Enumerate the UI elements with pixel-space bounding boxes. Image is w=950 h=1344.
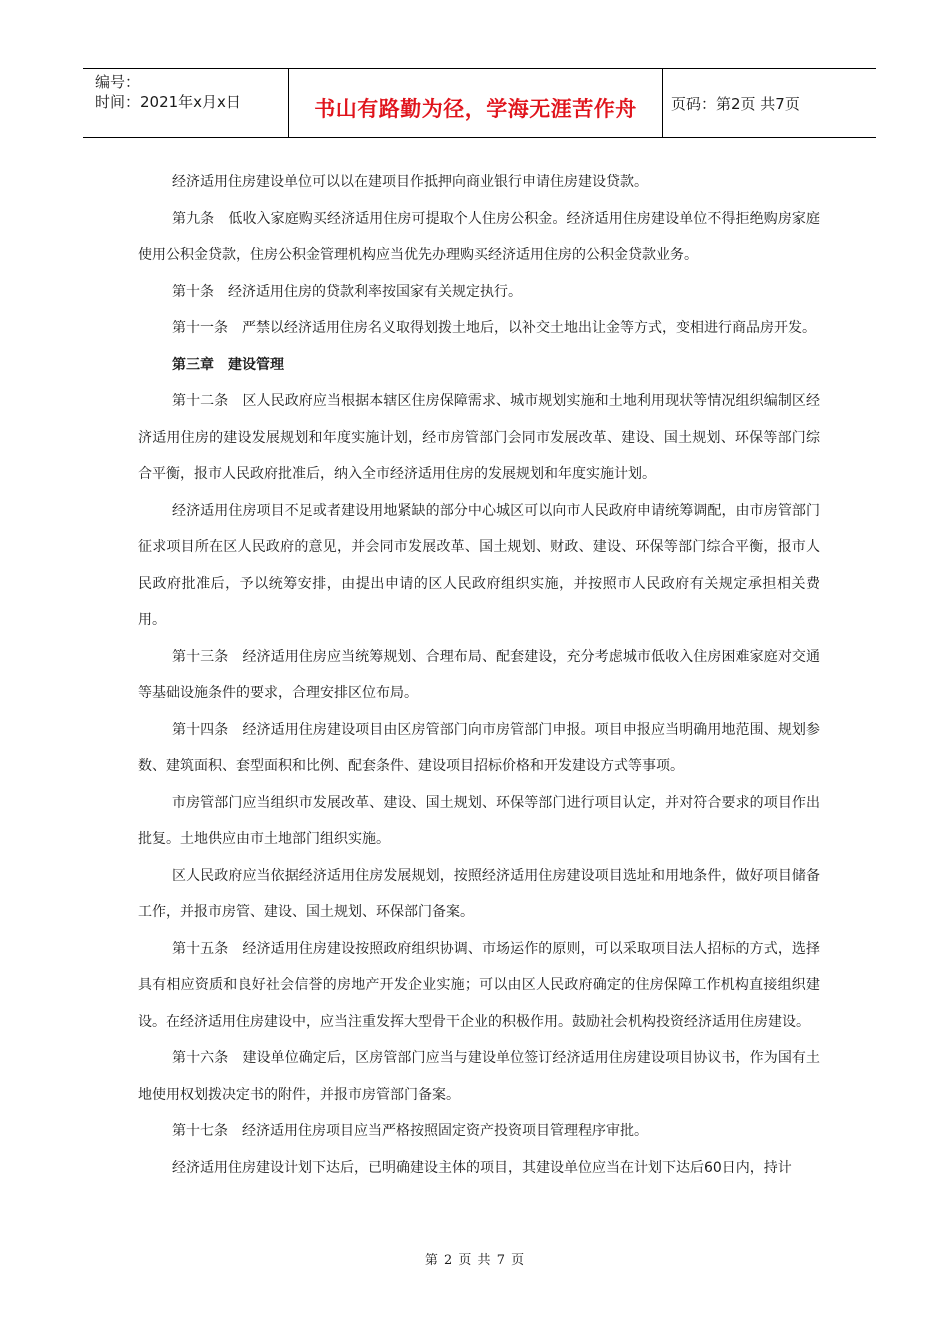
page-footer: 第 2 页 共 7 页 [424,1253,526,1268]
header-page-cell [663,69,876,137]
article-9: 第九条 低收入家庭购买经济适用住房可提取个人住房公积金。经济适用住房建设单位不得拒绝购房家庭使用公积金贷款，住房公积金管理机构应当优先办理购买经济适用住房的公积金贷款业务。 [138,210,820,263]
paragraph: 经济适用住房建设单位可以以在建项目作抵押向商业银行申请住房建设贷款。 [172,174,648,190]
article-11: 第十一条 严禁以经济适用住房名义取得划拨土地后，以补交土地出让金等方式，变相进行商品房开发。 [172,320,816,336]
chapter-heading: 第三章 建设管理 [172,356,284,373]
header-info-cell [83,69,289,137]
article-12: 第十二条 区人民政府应当根据本辖区住房保障需求、城市规划实施和土地利用现状等情况组织编制区经济适用住房的建设发展规划和年度实施计划，经市房管部门会同市发展改革、建设、国土规划、环保等部门综合平衡，报市人民政府批准后，纳入全市经济适用住房的发展规划和年度实施计划。 [138,393,820,482]
article-10: 第十条 经济适用住房的贷款利率按国家有关规定执行。 [172,283,522,300]
article-15: 第十五条 经济适用住房建设按照政府组织协调、市场运作的原则，可以采取项目法人招标的方式，选择具有相应资质和良好社会信誉的房地产开发企业实施；可以由区人民政府确定的住房保障工作机构直接组织建设。在经济适用住房建设中，应当注重发挥大型骨干企业的积极作用。鼓励社会机构投资经济适用住房建设。 [138,940,820,1030]
article-13: 第十三条 经济适用住房应当统筹规划、合理布局、配套建设，充分考虑城市低收入住房困难家庭对交通等基础设施条件的要求，合理安排区位布局。 [138,648,820,701]
paragraph: 经济适用住房建设计划下达后，已明确建设主体的项目，其建设单位应当在计划下达后60日内，持计 [172,1159,792,1176]
paragraph: 区人民政府应当依据经济适用住房发展规划，按照经济适用住房建设项目选址和用地条件，做好项目储备工作，并报市房管、建设、国土规划、环保部门备案。 [138,867,820,920]
article-14: 第十四条 经济适用住房建设项目由区房管部门向市房管部门申报。项目申报应当明确用地范围、规划参数、建筑面积、套型面积和比例、配套条件、建设项目招标价格和开发建设方式等事项。 [138,721,820,774]
time-label: 时间：2021年x月x日 [95,93,241,111]
paragraph: 经济适用住房项目不足或者建设用地紧缺的部分中心城区可以向市人民政府申请统筹调配，由市房管部门征求项目所在区人民政府的意见，并会同市发展改革、国土规划、财政、建设、环保等部门综合平衡，报市人民政府批准后，予以统筹安排，由提出申请的区人民政府组织实施，并按照市人民政府有关规定承担相关费用。 [138,502,820,628]
header-motto: 书山有路勤为径，学海无涯苦作舟 [314,97,637,121]
page-header [83,68,876,138]
header-page-code: 页码：第2页 共7页 [671,95,800,113]
article-16: 第十六条 建设单位确定后，区房管部门应当与建设单位签订经济适用住房建设项目协议书，作为国有土地使用权划拨决定书的附件，并报市房管部门备案。 [138,1050,820,1103]
article-17: 第十七条 经济适用住房项目应当严格按照固定资产投资项目管理程序审批。 [172,1123,648,1139]
header-motto-cell [289,69,663,137]
document-body [138,164,820,1186]
paragraph: 市房管部门应当组织市发展改革、建设、国土规划、环保等部门进行项目认定，并对符合要求的项目作出批复。土地供应由市土地部门组织实施。 [138,794,820,847]
serial-label: 编号： [95,73,141,91]
